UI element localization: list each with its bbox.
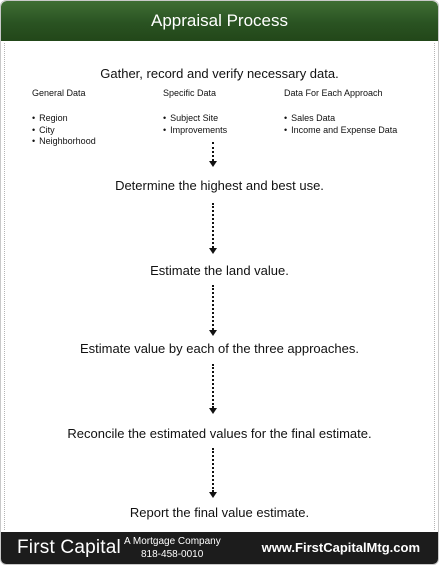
list-item: • Neighborhood [32,136,96,148]
right-dotted-border [434,43,435,530]
footer-bar [1,532,438,564]
left-dotted-border [4,43,5,530]
step-highest-best-use: Determine the highest and best use. [115,178,324,193]
company-tagline: A Mortgage Company [124,536,221,547]
list-item: • Income and Expense Data [284,125,397,137]
panel-header: Appraisal Process [1,1,438,41]
general-data-column [32,88,96,148]
step-three-approaches: Estimate value by each of the three approaches. [80,341,359,356]
list-item: • Sales Data [284,113,397,125]
approach-data-column [284,88,397,136]
step-gather-data: Gather, record and verify necessary data. [100,66,339,81]
down-arrow-icon [209,364,217,414]
specific-data-heading: Specific Data [163,88,217,98]
down-arrow-icon [209,142,217,167]
down-arrow-icon [209,203,217,254]
down-arrow-icon [209,285,217,336]
step-report: Report the final value estimate. [129,505,310,520]
down-arrow-icon [209,448,217,498]
list-item: • Subject Site [163,113,227,125]
company-logo-text: First Capital [17,537,121,558]
specific-data-column [163,88,227,136]
list-item: • City [32,125,96,137]
list-item: • Improvements [163,125,227,137]
approach-data-heading: Data For Each Approach [284,88,383,98]
website-link[interactable]: www.FirstCapitalMtg.com [261,540,420,555]
list-item: • Region [32,113,96,125]
step-reconcile: Reconcile the estimated values for the final estimate. [67,426,372,441]
step-land-value: Estimate the land value. [150,263,289,278]
general-data-heading: General Data [32,88,86,98]
phone-number: 818-458-0010 [141,549,204,560]
